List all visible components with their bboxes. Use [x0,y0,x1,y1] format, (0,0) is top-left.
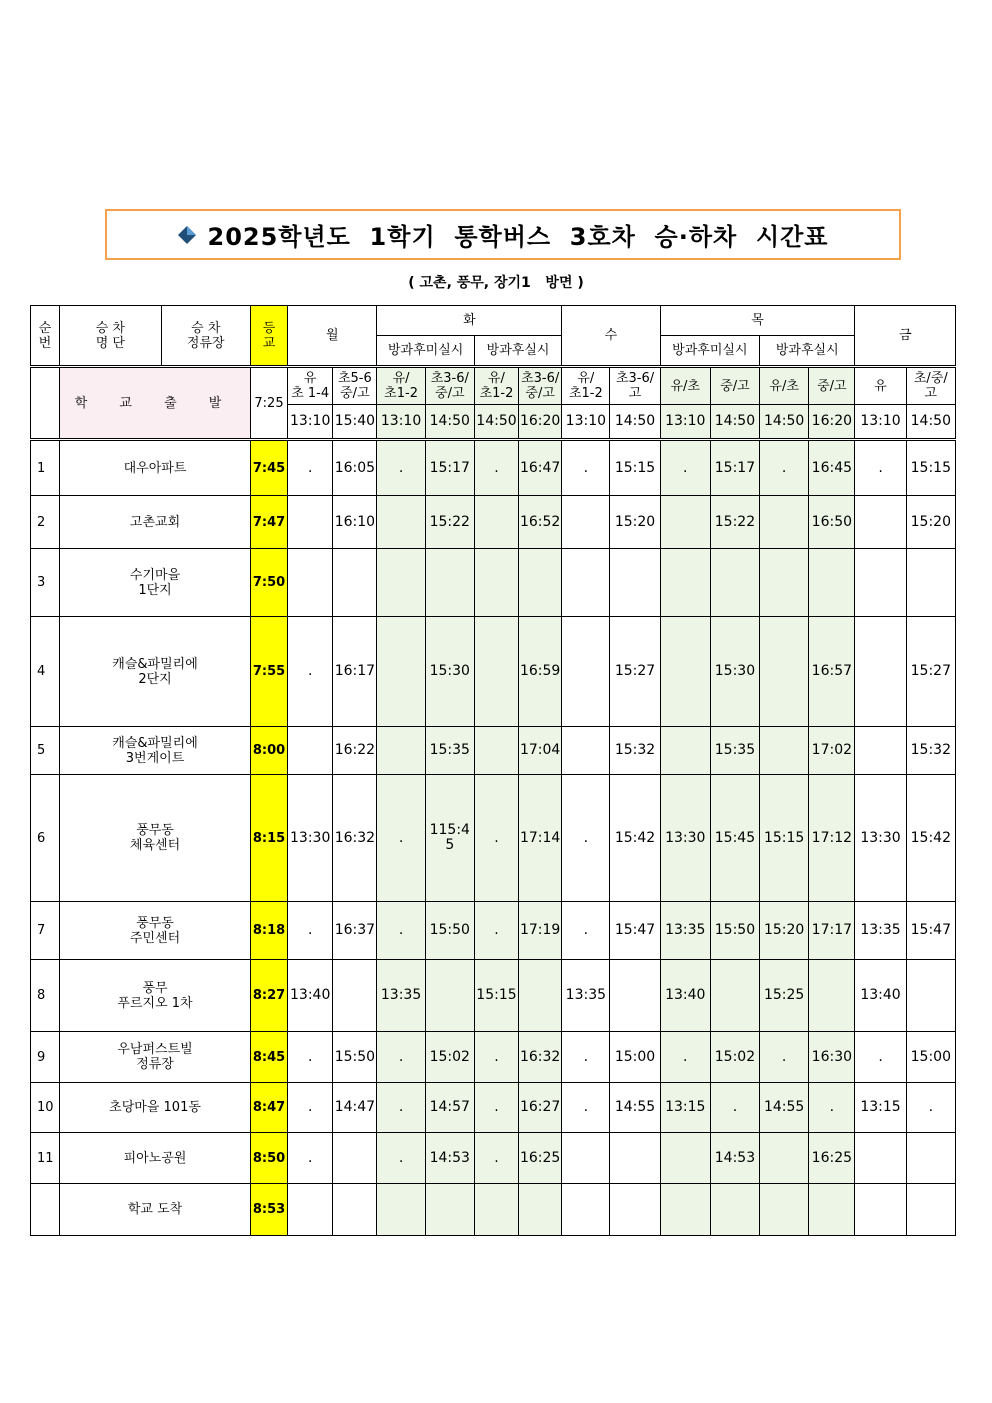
bus-time [562,549,610,617]
bus-time: 14:53 [710,1133,759,1184]
grade-label: 유/ 초1-2 [474,367,518,405]
bus-time: 16:32 [333,775,377,902]
bus-time: 16:25 [809,1133,855,1184]
bus-time: 13:15 [660,1083,710,1133]
stop-name: 우남퍼스트빌 정류장 [60,1032,251,1083]
header-mon: 월 [288,306,377,367]
bus-time: . [562,902,610,960]
bus-time [474,727,518,775]
bus-time: 17:12 [809,775,855,902]
timetable [30,305,956,1236]
row-number [31,1184,60,1236]
title-box [105,209,901,260]
bus-time [760,617,809,727]
bus-time: 13:30 [855,775,906,902]
row-number: 6 [31,775,60,902]
grade-label: 초5-6 중/고 [333,367,377,405]
bus-time: . [377,902,425,960]
bus-time [610,1184,660,1236]
stop-name: 학교 도착 [60,1184,251,1236]
bus-time: 15:30 [425,617,474,727]
school-time: 7:50 [250,549,287,617]
stop-name: 풍무동 주민센터 [60,902,251,960]
bus-time: . [474,1133,518,1184]
bus-time [710,960,759,1032]
bus-time: 16:22 [333,727,377,775]
bus-time [474,1184,518,1236]
bus-time: 15:00 [906,1032,955,1083]
bus-time: . [288,1133,333,1184]
bus-time: . [906,1083,955,1133]
bus-time: 14:55 [610,1083,660,1133]
bus-time [425,549,474,617]
table-row [31,1133,956,1184]
bus-time: 15:22 [425,496,474,549]
bus-time [760,1184,809,1236]
time-label: 14:50 [610,405,660,440]
grade-label: 유/초 [660,367,710,405]
bus-time: . [474,1083,518,1133]
time-label: 14:50 [710,405,759,440]
bus-time: 16:05 [333,440,377,496]
bus-time: 15:15 [760,775,809,902]
stop-name: 피아노공원 [60,1133,251,1184]
time-label: 15:40 [333,405,377,440]
bus-time [333,1133,377,1184]
bus-time [474,617,518,727]
row-number: 7 [31,902,60,960]
time-label: 14:50 [425,405,474,440]
time-label: 14:50 [474,405,518,440]
bus-time [562,1184,610,1236]
bus-time [519,960,562,1032]
row-number: 10 [31,1083,60,1133]
row-number: 9 [31,1032,60,1083]
bus-time: 16:32 [519,1032,562,1083]
stop-name: 캐슬&파밀리에 2단지 [60,617,251,727]
header-fri: 금 [855,306,956,367]
bus-time: . [562,1083,610,1133]
bus-time: . [855,1032,906,1083]
bus-time [288,549,333,617]
school-time: 8:15 [250,775,287,902]
bus-time: . [288,902,333,960]
bus-time: . [377,440,425,496]
bus-time: . [377,1032,425,1083]
bus-time [855,727,906,775]
grade-label: 유 초 1-4 [288,367,333,405]
bus-time [377,549,425,617]
header-stop: 승 차 정류장 [161,306,250,367]
bus-time [855,496,906,549]
bus-time [562,1133,610,1184]
bus-time [425,960,474,1032]
bus-time [906,960,955,1032]
bus-time [377,496,425,549]
bus-time: 16:57 [809,617,855,727]
time-label: 13:10 [288,405,333,440]
grade-label: 중/고 [710,367,759,405]
table-row [31,1184,956,1236]
table-row [31,1083,956,1133]
bus-time [610,1133,660,1184]
school-time: 7:55 [250,617,287,727]
bus-time: 13:35 [377,960,425,1032]
bus-time [760,549,809,617]
bus-time: 15:50 [425,902,474,960]
stop-name: 풍무 푸르지오 1차 [60,960,251,1032]
time-label: 13:10 [660,405,710,440]
page-title: 2025학년도 1학기 통학버스 3호차 승·하차 시간표 [207,223,829,251]
bus-time [377,617,425,727]
bus-time [760,1133,809,1184]
bus-time [660,549,710,617]
header-tue: 화 [377,306,562,336]
bus-time: 15:15 [610,440,660,496]
bus-time [425,1184,474,1236]
bus-time: 15:17 [710,440,759,496]
bus-time: 13:35 [562,960,610,1032]
bus-time: 17:17 [809,902,855,960]
grade-label: 초/중/ 고 [906,367,955,405]
bus-time: . [562,775,610,902]
bus-time: 13:30 [660,775,710,902]
grade-label: 초3-6/ 중/고 [519,367,562,405]
bus-time: . [562,440,610,496]
time-label: 16:20 [519,405,562,440]
grade-label: 유 [855,367,906,405]
depart-seq [31,367,60,440]
time-label: 14:50 [906,405,955,440]
bus-time: . [288,1083,333,1133]
bus-time [333,1184,377,1236]
bus-time: 15:27 [610,617,660,727]
bus-time [562,727,610,775]
bus-time: . [660,1032,710,1083]
bus-time: 17:04 [519,727,562,775]
table-row [31,496,956,549]
school-time: 7:47 [250,496,287,549]
bus-time [333,960,377,1032]
bus-time [377,1184,425,1236]
bus-time: 16:47 [519,440,562,496]
bus-time [906,1184,955,1236]
bus-time [710,1184,759,1236]
bus-time: . [288,1032,333,1083]
school-time: 7:45 [250,440,287,496]
table-row [31,440,956,496]
bus-time: 15:42 [906,775,955,902]
table-row [31,960,956,1032]
bus-time [660,1184,710,1236]
stop-name: 풍무동 체육센터 [60,775,251,902]
school-time: 8:50 [250,1133,287,1184]
school-time: 8:45 [250,1032,287,1083]
bus-time: 15:32 [906,727,955,775]
table-row [31,1032,956,1083]
header-thu-after: 방과후실시 [760,336,855,367]
bus-time: . [760,440,809,496]
bus-time: 16:17 [333,617,377,727]
depart-time: 7:25 [250,367,287,440]
bus-time: . [377,1083,425,1133]
bus-time: . [377,1133,425,1184]
bus-time: 15:35 [425,727,474,775]
bus-time: 16:10 [333,496,377,549]
bus-time: 15:20 [610,496,660,549]
bus-time: 15:32 [610,727,660,775]
bus-time [288,727,333,775]
bus-time: 15:50 [710,902,759,960]
header-row [31,306,956,336]
bus-time: 15:50 [333,1032,377,1083]
bus-time [906,549,955,617]
bus-time: 13:40 [288,960,333,1032]
bus-time [333,549,377,617]
bus-time: 13:35 [855,902,906,960]
bus-time [288,496,333,549]
grade-row [31,367,956,405]
bus-time: 14:55 [760,1083,809,1133]
bus-time: 15:00 [610,1032,660,1083]
grade-label: 초3-6/ 중/고 [425,367,474,405]
bus-time [855,617,906,727]
bus-time: 15:27 [906,617,955,727]
bus-time: . [474,1032,518,1083]
time-label: 13:10 [377,405,425,440]
timetable-body [31,306,956,1236]
table-row [31,617,956,727]
bus-time [906,1133,955,1184]
header-name: 승 차 명 단 [60,306,161,367]
grade-label: 유/ 초1-2 [562,367,610,405]
bus-time: 14:47 [333,1083,377,1133]
bus-time: 15:17 [425,440,474,496]
bus-time: 13:15 [855,1083,906,1133]
school-time: 8:00 [250,727,287,775]
bus-time [660,1133,710,1184]
bus-time: 15:30 [710,617,759,727]
bus-time [288,1184,333,1236]
table-row [31,775,956,902]
bus-time: 15:47 [906,902,955,960]
bus-time [519,549,562,617]
bus-time: 14:57 [425,1083,474,1133]
table-row [31,902,956,960]
bus-time: 13:35 [660,902,710,960]
bus-time [519,1184,562,1236]
school-time: 8:27 [250,960,287,1032]
bus-time: 15:47 [610,902,660,960]
time-label: 14:50 [760,405,809,440]
bus-time: 16:52 [519,496,562,549]
header-wed: 수 [562,306,660,367]
bus-time: 15:25 [760,960,809,1032]
row-number: 1 [31,440,60,496]
bus-time: 13:40 [660,960,710,1032]
bus-time: . [474,440,518,496]
bus-time [855,1133,906,1184]
bus-time: 15:02 [425,1032,474,1083]
bus-time: 13:40 [855,960,906,1032]
bus-time: 15:20 [760,902,809,960]
bus-time: . [288,440,333,496]
row-number: 5 [31,727,60,775]
school-time: 8:53 [250,1184,287,1236]
bus-time: 15:02 [710,1032,759,1083]
bus-time: 15:15 [474,960,518,1032]
bus-time [809,549,855,617]
row-number: 4 [31,617,60,727]
bus-time [610,960,660,1032]
school-time: 8:18 [250,902,287,960]
bus-time: 16:27 [519,1083,562,1133]
bus-time: 15:45 [710,775,759,902]
bus-time: . [660,440,710,496]
time-label: 13:10 [562,405,610,440]
bus-time [474,549,518,617]
bus-time [710,549,759,617]
bus-time: 15:42 [610,775,660,902]
header-thu-no-after: 방과후미실시 [660,336,759,367]
bus-time: 16:25 [519,1133,562,1184]
header-thu: 목 [660,306,855,336]
bus-time: 17:02 [809,727,855,775]
header-tue-after: 방과후실시 [474,336,561,367]
bus-time: 14:53 [425,1133,474,1184]
depart-label: 학 교 출 발 [60,367,251,440]
bus-time [377,727,425,775]
bus-time [809,1184,855,1236]
bus-time [855,549,906,617]
bus-time: 13:30 [288,775,333,902]
bus-time [660,617,710,727]
bus-time: 15:20 [906,496,955,549]
bus-time: . [288,617,333,727]
grade-label: 유/초 [760,367,809,405]
time-label: 16:20 [809,405,855,440]
bus-time: . [474,902,518,960]
stop-name: 고촌교회 [60,496,251,549]
time-label: 13:10 [855,405,906,440]
row-number: 8 [31,960,60,1032]
bus-time [474,496,518,549]
bus-time [610,549,660,617]
bus-time [760,727,809,775]
bus-time [809,960,855,1032]
stop-name: 대우아파트 [60,440,251,496]
bus-time: 15:15 [906,440,955,496]
grade-label: 중/고 [809,367,855,405]
row-number: 2 [31,496,60,549]
bus-time: 15:35 [710,727,759,775]
bus-time [660,727,710,775]
bus-time: 15:22 [710,496,759,549]
stop-name: 수기마을 1단지 [60,549,251,617]
bus-time [562,496,610,549]
row-number: 3 [31,549,60,617]
bus-time [660,496,710,549]
stop-name: 캐슬&파밀리에 3번게이트 [60,727,251,775]
bus-time: 16:59 [519,617,562,727]
table-row [31,549,956,617]
school-time: 8:47 [250,1083,287,1133]
bus-time: . [562,1032,610,1083]
grade-label: 유/ 초1-2 [377,367,425,405]
bus-time: . [710,1083,759,1133]
bus-time [855,1184,906,1236]
bus-time: 115:4 5 [425,775,474,902]
header-tue-no-after: 방과후미실시 [377,336,474,367]
bus-time: . [855,440,906,496]
header-school: 등 교 [250,306,287,367]
bus-time: 16:45 [809,440,855,496]
table-row [31,727,956,775]
stop-name: 초당마을 101동 [60,1083,251,1133]
bus-time: 16:50 [809,496,855,549]
bus-time: 16:37 [333,902,377,960]
bus-time [760,496,809,549]
bus-time: . [377,775,425,902]
bus-time [562,617,610,727]
bus-time: . [760,1032,809,1083]
header-seq: 순 번 [31,306,60,367]
bus-time: 16:30 [809,1032,855,1083]
bus-time: . [474,775,518,902]
bus-time: 17:14 [519,775,562,902]
row-number: 11 [31,1133,60,1184]
bus-time: 17:19 [519,902,562,960]
diamond-bullet-icon [178,226,196,244]
bus-time: . [809,1083,855,1133]
page-subtitle: ( 고촌, 풍무, 장기1 방면 ) [408,275,584,291]
grade-label: 초3-6/ 고 [610,367,660,405]
